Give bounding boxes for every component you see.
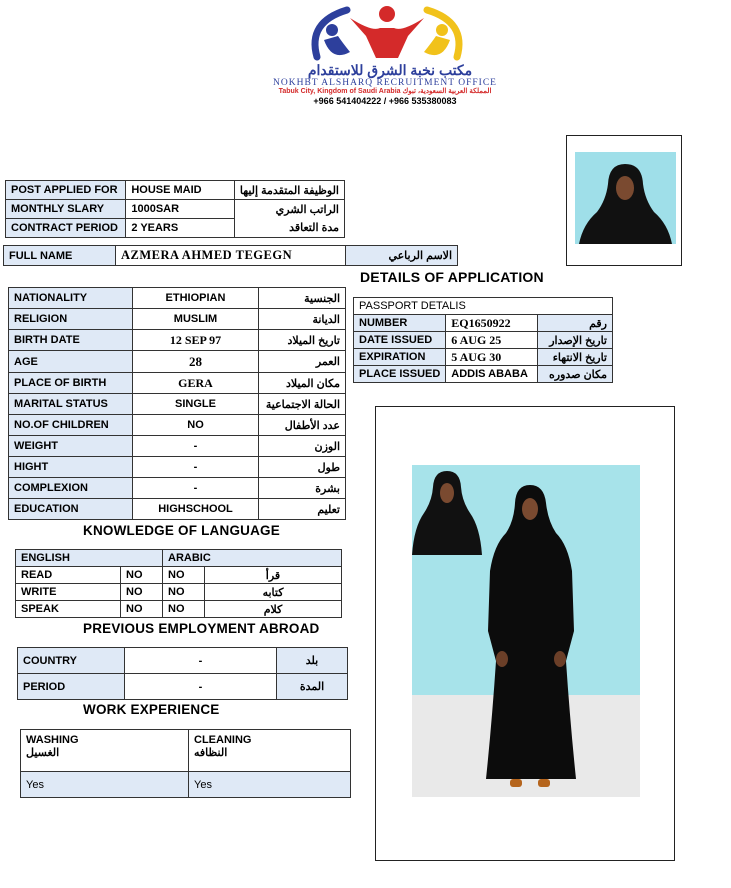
full-name-value: AZMERA AHMED TEGEGN (116, 246, 346, 266)
experience-table (20, 729, 351, 798)
nationality-value: ETHIOPIAN (133, 288, 259, 309)
education-label-ar: تعليم (259, 499, 346, 520)
cleaning-header (189, 730, 351, 772)
large-photo-frame (375, 406, 675, 861)
write-arabic: NO (163, 584, 205, 601)
contract-value: 2 YEARS (126, 219, 235, 238)
speak-label-ar: كلام (205, 601, 342, 618)
period-label: PERIOD (18, 674, 125, 700)
age-value: 28 (133, 351, 259, 373)
religion-label-ar: الديانة (259, 309, 346, 330)
height-value: - (133, 457, 259, 478)
office-location (235, 87, 535, 95)
small-photo-frame (566, 135, 682, 266)
cleaning-value: Yes (189, 772, 351, 798)
salary-label: MONTHLY SLARY (6, 200, 126, 219)
passport-number-label-ar: رقم (538, 315, 613, 332)
marital-status-label-ar: الحالة الاجتماعية (259, 394, 346, 415)
age-label-ar: العمر (259, 351, 346, 373)
birth-date-label-ar: تاريخ الميلاد (259, 330, 346, 351)
religion-label: RELIGION (9, 309, 133, 330)
passport-expiration-label: EXPIRATION (354, 349, 446, 366)
cleaning-label-ar: النظافه (194, 747, 228, 759)
applicant-portrait-image (575, 152, 676, 244)
birth-date-value: 12 SEP 97 (133, 330, 259, 351)
place-of-birth-value: GERA (133, 373, 259, 394)
passport-expiration-label-ar: تاريخ الانتهاء (538, 349, 613, 366)
contract-label: CONTRACT PERIOD (6, 219, 126, 238)
language-table (15, 549, 342, 618)
contract-label-ar: مدة التعاقد (234, 219, 344, 238)
arabic-header: ARABIC (163, 550, 342, 567)
washing-value: Yes (21, 772, 189, 798)
weight-label: WEIGHT (9, 436, 133, 457)
washing-label-ar: الغسيل (26, 747, 60, 759)
location-ar: المملكة العربية السعودية، تبوك (402, 88, 492, 95)
office-logo (302, 2, 472, 64)
cleaning-label: CLEANING (194, 734, 252, 746)
employment-table (17, 647, 348, 700)
passport-expiration-value: 5 AUG 30 (446, 349, 538, 366)
post-table (5, 180, 345, 238)
marital-status-label: MARITAL STATUS (9, 394, 133, 415)
language-title: KNOWLEDGE OF LANGUAGE (83, 523, 280, 538)
location-en: Tabuk City, Kingdom of Saudi Arabia (278, 88, 401, 95)
write-label-ar: كتابه (205, 584, 342, 601)
birth-date-label: BIRTH DATE (9, 330, 133, 351)
read-arabic: NO (163, 567, 205, 584)
passport-number-value: EQ1650922 (446, 315, 538, 332)
read-label-ar: قرأ (205, 567, 342, 584)
country-label-ar: بلد (277, 648, 348, 674)
speak-label: SPEAK (16, 601, 121, 618)
details-title: DETAILS OF APPLICATION (360, 269, 544, 285)
passport-issued-value: 6 AUG 25 (446, 332, 538, 349)
office-phones: +966 541404222 / +966 535380083 (313, 96, 457, 106)
children-label-ar: عدد الأطفال (259, 415, 346, 436)
nationality-label: NATIONALITY (9, 288, 133, 309)
write-english: NO (121, 584, 163, 601)
write-label: WRITE (16, 584, 121, 601)
full-name-label: FULL NAME (4, 246, 116, 266)
age-label: AGE (9, 351, 133, 373)
speak-english: NO (121, 601, 163, 618)
nationality-label-ar: الجنسية (259, 288, 346, 309)
education-value: HIGHSCHOOL (133, 499, 259, 520)
marital-status-value: SINGLE (133, 394, 259, 415)
letterhead (230, 0, 540, 110)
children-label: NO.OF CHILDREN (9, 415, 133, 436)
full-name-label-ar: الاسم الرباعي (346, 246, 458, 266)
complexion-value: - (133, 478, 259, 499)
read-english: NO (121, 567, 163, 584)
period-value: - (125, 674, 277, 700)
religion-value: MUSLIM (133, 309, 259, 330)
post-label: POST APPLIED FOR (6, 181, 126, 200)
passport-title: PASSPORT DETALIS (354, 298, 613, 315)
education-label: EDUCATION (9, 499, 133, 520)
height-label-ar: طول (259, 457, 346, 478)
washing-header (21, 730, 189, 772)
full-name-table (3, 245, 458, 266)
read-label: READ (16, 567, 121, 584)
post-label-ar: الوظيفة المتقدمة إليها (234, 181, 344, 200)
personal-details-table (8, 287, 346, 520)
speak-arabic: NO (163, 601, 205, 618)
country-label: COUNTRY (18, 648, 125, 674)
weight-value: - (133, 436, 259, 457)
salary-label-ar: الراتب الشري (234, 200, 344, 219)
country-value: - (125, 648, 277, 674)
period-label-ar: المدة (277, 674, 348, 700)
passport-place-value: ADDIS ABABA (446, 366, 538, 383)
employment-title: PREVIOUS EMPLOYMENT ABROAD (83, 621, 320, 636)
passport-table (353, 297, 613, 383)
place-of-birth-label: PLACE OF BIRTH (9, 373, 133, 394)
passport-issued-label: DATE ISSUED (354, 332, 446, 349)
experience-title: WORK EXPERIENCE (83, 702, 220, 717)
place-of-birth-label-ar: مكان الميلاد (259, 373, 346, 394)
height-label: HIGHT (9, 457, 133, 478)
passport-issued-label-ar: تاريخ الإصدار (538, 332, 613, 349)
passport-number-label: NUMBER (354, 315, 446, 332)
children-value: NO (133, 415, 259, 436)
complexion-label: COMPLEXION (9, 478, 133, 499)
applicant-photo-small (575, 152, 676, 244)
complexion-label-ar: بشرة (259, 478, 346, 499)
passport-place-label-ar: مكان صدوره (538, 366, 613, 383)
washing-label: WASHING (26, 734, 79, 746)
salary-value: 1000SAR (126, 200, 235, 219)
applicant-fullbody-image (472, 481, 592, 797)
english-header: ENGLISH (16, 550, 163, 567)
office-name-en: NOKHBT ALSHARQ RECRUITMENT OFFICE (273, 78, 497, 88)
post-value: HOUSE MAID (126, 181, 235, 200)
passport-place-label: PLACE ISSUED (354, 366, 446, 383)
weight-label-ar: الوزن (259, 436, 346, 457)
applicant-photo-large (412, 465, 640, 797)
office-name-ar: مكتب نخبة الشرق للاستقدام (307, 62, 473, 78)
